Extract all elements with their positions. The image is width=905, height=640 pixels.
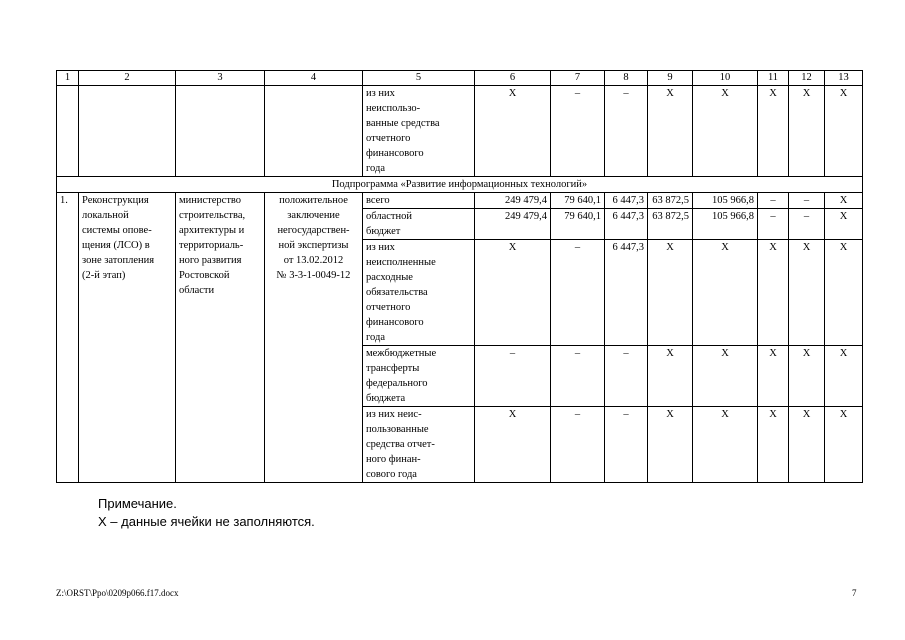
value-cell: – bbox=[605, 86, 648, 177]
row-label: межбюджетные трансферты федерального бюджета bbox=[363, 346, 475, 407]
value-cell: Х bbox=[825, 193, 863, 209]
value-cell: Х bbox=[475, 240, 551, 346]
empty-cell bbox=[79, 86, 176, 177]
value-cell: Х bbox=[475, 86, 551, 177]
value-cell: 249 479,4 bbox=[475, 193, 551, 209]
value-cell: – bbox=[551, 240, 605, 346]
column-header: 11 bbox=[758, 71, 789, 86]
value-cell: Х bbox=[825, 240, 863, 346]
value-cell: – bbox=[551, 346, 605, 407]
value-cell: – bbox=[551, 86, 605, 177]
column-header: 13 bbox=[825, 71, 863, 86]
column-header: 4 bbox=[265, 71, 363, 86]
note-title: Примечание. bbox=[98, 496, 177, 511]
column-header: 8 bbox=[605, 71, 648, 86]
value-cell: 79 640,1 bbox=[551, 209, 605, 240]
empty-cell bbox=[176, 86, 265, 177]
subprogram-row bbox=[57, 177, 863, 193]
value-cell: Х bbox=[648, 240, 693, 346]
row-label: из них неиспользо- ванные средства отчетного финансового года bbox=[363, 86, 475, 177]
empty-cell bbox=[265, 86, 363, 177]
value-cell: Х bbox=[789, 86, 825, 177]
value-cell: – bbox=[789, 193, 825, 209]
value-cell: Х bbox=[789, 346, 825, 407]
value-cell: 6 447,3 bbox=[605, 209, 648, 240]
value-cell: 63 872,5 bbox=[648, 193, 693, 209]
value-cell: 6 447,3 bbox=[605, 240, 648, 346]
table-row bbox=[57, 86, 863, 177]
value-cell: 105 966,8 bbox=[693, 193, 758, 209]
column-header: 10 bbox=[693, 71, 758, 86]
column-header: 12 bbox=[789, 71, 825, 86]
project-number: 1. bbox=[57, 193, 79, 483]
value-cell: – bbox=[758, 193, 789, 209]
value-cell: Х bbox=[693, 407, 758, 483]
value-cell: Х bbox=[648, 407, 693, 483]
column-header: 7 bbox=[551, 71, 605, 86]
value-cell: 63 872,5 bbox=[648, 209, 693, 240]
value-cell: Х bbox=[789, 407, 825, 483]
value-cell: Х bbox=[758, 240, 789, 346]
budget-table bbox=[56, 70, 863, 483]
column-header: 1 bbox=[57, 71, 79, 86]
column-header: 2 bbox=[79, 71, 176, 86]
project-expertise: положительное заключение негосударствен- ной экспертизы от 13.02.2012 № 3-3-1-0049-12 bbox=[265, 193, 363, 483]
value-cell: Х bbox=[693, 346, 758, 407]
header-row bbox=[57, 71, 863, 86]
note-text: Х – данные ячейки не заполняются. bbox=[98, 514, 315, 529]
value-cell: Х bbox=[648, 86, 693, 177]
value-cell: Х bbox=[693, 86, 758, 177]
value-cell: Х bbox=[475, 407, 551, 483]
footer-page-number: 7 bbox=[852, 588, 857, 598]
value-cell: – bbox=[605, 346, 648, 407]
value-cell: Х bbox=[825, 407, 863, 483]
row-label: областной бюджет bbox=[363, 209, 475, 240]
value-cell: Х bbox=[758, 346, 789, 407]
value-cell: – bbox=[551, 407, 605, 483]
column-header: 6 bbox=[475, 71, 551, 86]
column-header: 5 bbox=[363, 71, 475, 86]
column-header: 9 bbox=[648, 71, 693, 86]
value-cell: Х bbox=[648, 346, 693, 407]
value-cell: 79 640,1 bbox=[551, 193, 605, 209]
project-executor: министерство строительства, архитектуры и территориаль- ного развития Ростовской области bbox=[176, 193, 265, 483]
value-cell: 6 447,3 bbox=[605, 193, 648, 209]
value-cell: – bbox=[758, 209, 789, 240]
row-label: всего bbox=[363, 193, 475, 209]
row-label: из них неисполненные расходные обязательства отчетного финансового года bbox=[363, 240, 475, 346]
value-cell: Х bbox=[825, 209, 863, 240]
value-cell: Х bbox=[825, 346, 863, 407]
footer-file-path: Z:\ORST\Ppo\0209p066.f17.docx bbox=[56, 588, 179, 598]
value-cell: – bbox=[605, 407, 648, 483]
column-header: 3 bbox=[176, 71, 265, 86]
value-cell: 105 966,8 bbox=[693, 209, 758, 240]
subprogram-title: Подпрограмма «Развитие информационных технологий» bbox=[57, 177, 863, 193]
value-cell: Х bbox=[758, 407, 789, 483]
value-cell: Х bbox=[789, 240, 825, 346]
value-cell: 249 479,4 bbox=[475, 209, 551, 240]
empty-cell bbox=[57, 86, 79, 177]
table-row bbox=[57, 193, 863, 209]
value-cell: Х bbox=[693, 240, 758, 346]
value-cell: – bbox=[789, 209, 825, 240]
row-label: из них неис- пользованные средства отчет- ного финан- сового года bbox=[363, 407, 475, 483]
project-name: Реконструкция локальной системы опове- щения (ЛСО) в зоне затопления (2-й этап) bbox=[79, 193, 176, 483]
value-cell: Х bbox=[825, 86, 863, 177]
value-cell: Х bbox=[758, 86, 789, 177]
value-cell: – bbox=[475, 346, 551, 407]
